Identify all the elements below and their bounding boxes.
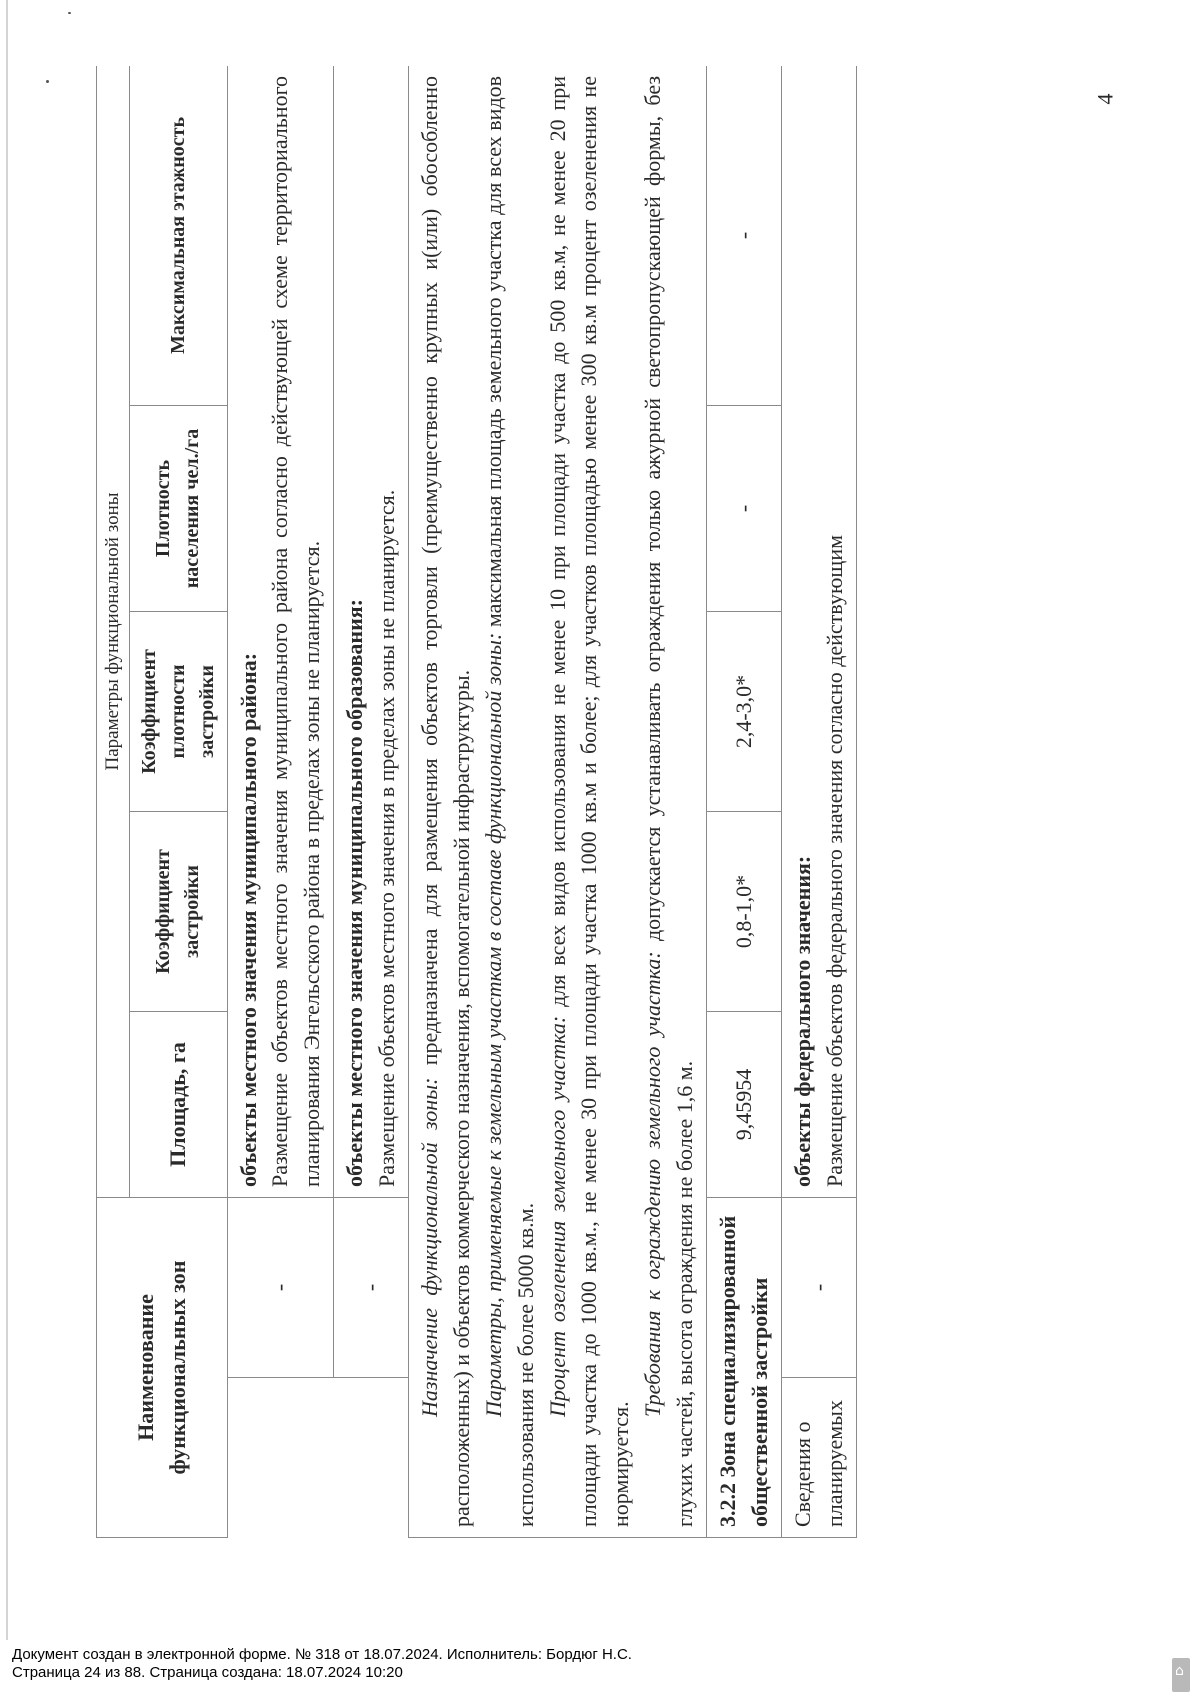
fencing-paragraph — [637, 76, 701, 1527]
scan-speck — [68, 12, 71, 14]
greening-label: Процент озеленения земельного участка: — [544, 1015, 570, 1417]
zone-density-cell — [707, 405, 782, 611]
scan-speck — [46, 80, 49, 83]
mr-heading: объекты местного значения муниципального района: — [235, 652, 261, 1187]
stamp-glyph: ⌂ — [1175, 1663, 1184, 1679]
mr-dash-cell — [227, 1197, 334, 1377]
zone-floors: - — [730, 231, 756, 240]
svedeniya-text: Сведения о планируемых — [789, 1400, 847, 1527]
zone-kz-cell — [707, 811, 782, 1011]
rotated-table-container — [96, 66, 1048, 1538]
footer-line-2: Страница 24 из 88. Страница создана: 18.07.2024 10:20 — [12, 1664, 403, 1681]
zone-purpose-label: Назначение функциональной зоны: — [417, 1077, 442, 1417]
fed-heading: объекты федерального значения: — [789, 855, 815, 1187]
mr-cell — [227, 66, 334, 1197]
zone-purpose-text: предназначена для размещения объектов торговли (преимущественно крупных и(или) обособленно расположенных) и объектов коммерческого назначения, вспомогательной инфраструктуры. — [417, 75, 474, 1527]
greening-text: для всех видов использования не менее 10 при площади участка до 500 кв.м, не менее 20 при площади участка до 1000 кв.м., не менее 30 при площади участка 1000 кв.м и более; для участков площадью менее 300 кв.м процент озеленения не нормируется. — [544, 75, 634, 1527]
header-density-text: Плотность населения чел./га — [152, 428, 204, 589]
zone-purpose-paragraph — [414, 76, 478, 1527]
scan-edge-line — [6, 0, 8, 1640]
rotated-table-area — [96, 66, 1048, 1538]
zone-params-paragraph — [478, 76, 542, 1527]
header-floors-text: Максимальная этажность — [166, 116, 189, 355]
header-kpz-text: Коэффициент плотности застройки — [137, 649, 218, 774]
header-zone-name — [97, 1197, 228, 1537]
header-kz — [129, 811, 227, 1011]
mo-cell — [334, 66, 409, 1197]
header-kz-text: Коэффициент застройки — [152, 849, 204, 974]
zone-params-text: максимальная площадь земельного участка для всех видов использования не более 5000 кв.м. — [480, 75, 538, 1527]
header-density — [129, 405, 227, 611]
zone-kpz-cell — [707, 611, 782, 811]
zone-description-cell — [409, 66, 707, 1538]
zone-name-cell — [707, 1197, 782, 1537]
footer-line-1: Документ создан в электронной форме. № 318 от 18.07.2024. Исполнитель: Бордюг Н.С. — [12, 1646, 632, 1663]
header-zone-name-text: Наименование функциональных зон — [132, 1260, 190, 1475]
zone-kz: 0,8-1,0* — [730, 874, 756, 949]
mr-text: Размещение объектов местного значения муниципального района согласно действующей схеме территориального планирования Энгельсского района в пределах зоны не планируется. — [267, 75, 325, 1187]
zone-area: 9,45954 — [730, 1068, 756, 1141]
zone-name: 3.2.2 Зона специализированной общественной застройки — [715, 1215, 772, 1527]
header-floors — [129, 66, 227, 405]
fencing-text: допускается устанавливать ограждения только ажурной светопропускающей формы, без глухих частей, высота ограждения не более 1,6 м. — [640, 75, 698, 1527]
empty-cell — [227, 1378, 334, 1538]
empty-cell — [334, 1378, 409, 1538]
fed-dash: - — [805, 1283, 831, 1292]
mr-dash: - — [267, 1283, 293, 1292]
fed-cell — [781, 66, 856, 1197]
mo-text: Размещение объектов местного значения в пределах зоны не планируется. — [374, 489, 400, 1187]
zone-area-cell — [707, 1011, 782, 1197]
zone-params-label: Параметры, применяемые к земельным участкам в составе функциональной зоны: — [480, 632, 506, 1417]
header-area — [129, 1011, 227, 1197]
mo-dash-cell — [334, 1197, 409, 1377]
zone-kpz: 2,4-3,0* — [730, 674, 756, 749]
mo-heading: объекты местного значения муниципального образования: — [342, 599, 368, 1187]
zones-table — [96, 66, 857, 1538]
fed-text: Размещение объектов федерального значения согласно действующим — [821, 534, 847, 1187]
zone-density: - — [730, 504, 756, 513]
zone-floors-cell — [707, 66, 782, 405]
header-params — [97, 66, 130, 1197]
header-area-text: Площадь, га — [165, 1042, 191, 1167]
fed-dash-cell — [781, 1197, 856, 1377]
document-stamp-icon — [1172, 1658, 1190, 1692]
svedeniya-cell — [781, 1378, 856, 1538]
greening-paragraph — [542, 76, 638, 1527]
header-kpz — [129, 611, 227, 811]
header-params-text: Параметры функциональной зоны — [102, 492, 123, 771]
mo-dash: - — [358, 1283, 384, 1292]
fencing-label: Требования к ограждению земельного участка: — [640, 951, 666, 1417]
footer — [12, 1646, 632, 1682]
page-number: 4 — [1092, 93, 1118, 105]
